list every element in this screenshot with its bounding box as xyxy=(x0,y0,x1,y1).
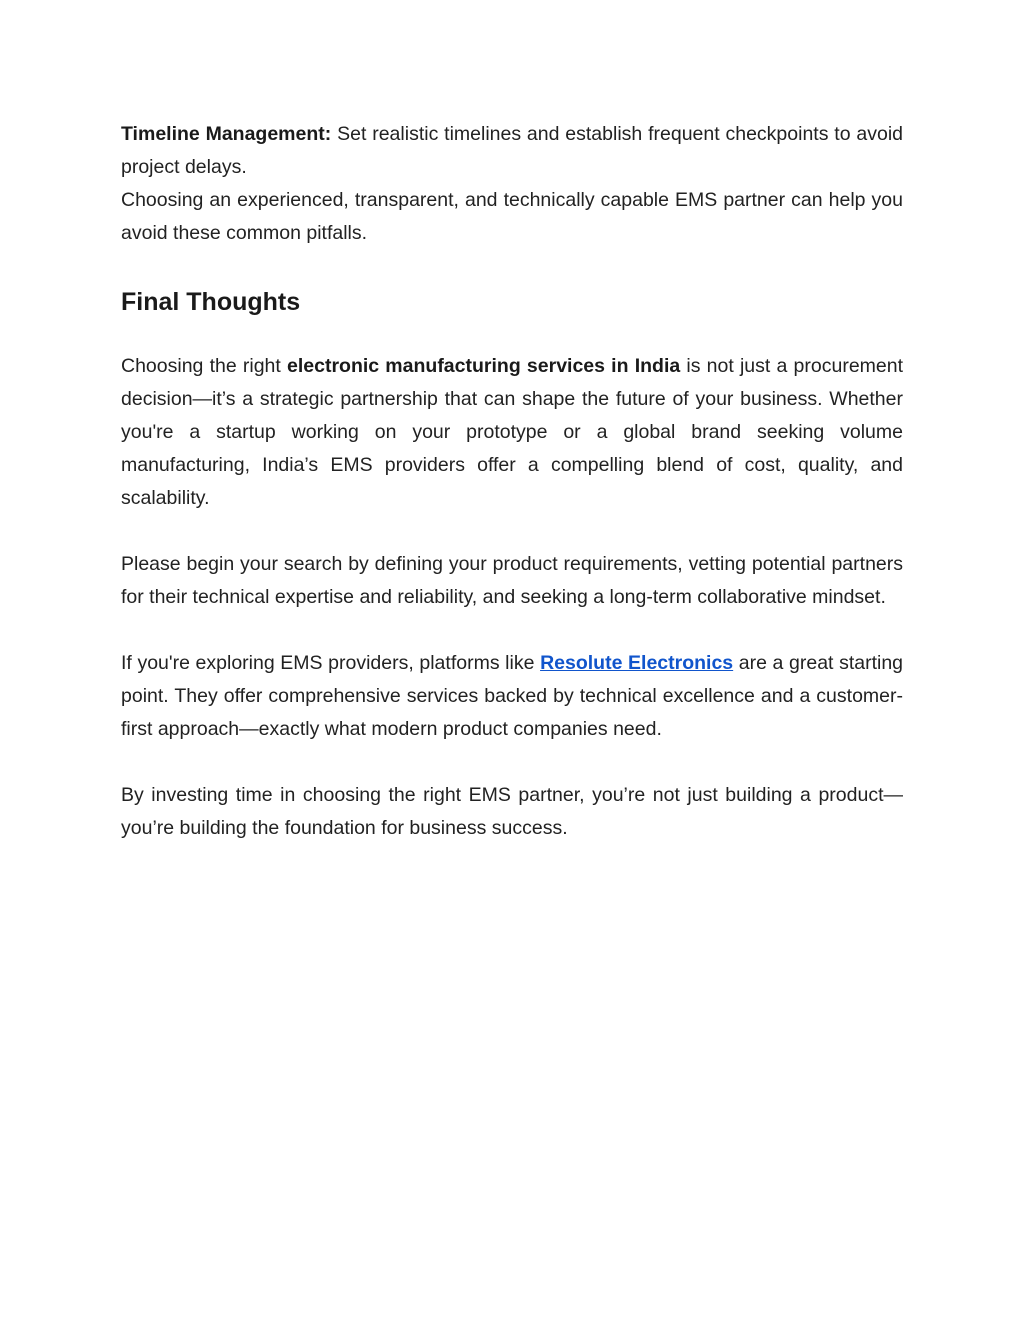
final-paragraph-3 xyxy=(121,647,903,746)
final-paragraph-4: By investing time in choosing the right EMS partner, you’re not just building a product—you’re building the foundation for business success. xyxy=(121,784,903,839)
para3-post: are a great starting point. They offer comprehensive services backed by technical excellence and a customer-first approach—exactly what modern product companies need. xyxy=(121,652,904,740)
timeline-paragraph xyxy=(121,118,903,184)
resolute-electronics-link[interactable]: Resolute Electronics xyxy=(540,652,734,674)
timeline-text: Set realistic timelines and establish frequent checkpoints to avoid project delays. xyxy=(121,123,903,178)
para3-pre: If you're exploring EMS providers, platforms like xyxy=(121,652,541,674)
para1-bold: electronic manufacturing services in India xyxy=(287,355,681,377)
final-paragraph-1 xyxy=(121,350,903,515)
document-page xyxy=(121,118,903,845)
closing-line: Choosing an experienced, transparent, and technically capable EMS partner can help you avoid these common pitfalls. xyxy=(121,189,903,244)
final-paragraph-2: Please begin your search by defining your product requirements, vetting potential partners for their technical expertise and reliability, and seeking a long-term collaborative mindset. xyxy=(121,553,903,608)
para1-pre: Choosing the right xyxy=(121,355,287,377)
timeline-label: Timeline Management: xyxy=(121,123,332,145)
para1-post: is not just a procurement decision—it’s a strategic partnership that can shape the future of your business. Whether you're a startup working on your prototype or a global brand seeking volume manufacturing, India’s EMS providers offer a compelling blend of cost, quality, and scalability. xyxy=(121,355,904,509)
section-heading: Final Thoughts xyxy=(121,288,301,316)
